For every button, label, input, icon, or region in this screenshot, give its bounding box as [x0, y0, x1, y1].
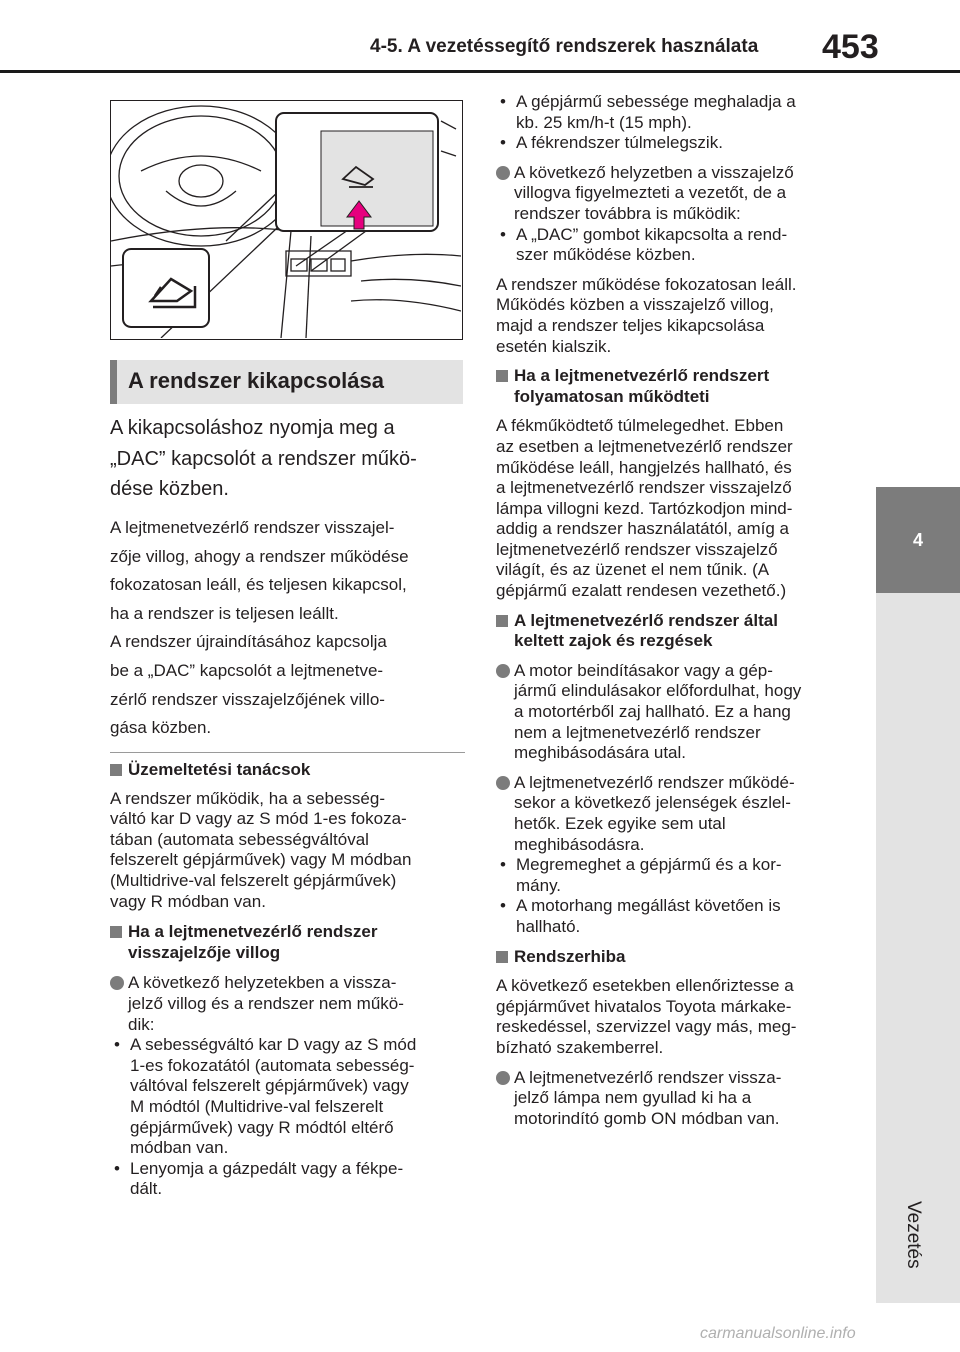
text-line: hetők. Ezek egyike sem utal: [514, 814, 726, 833]
text-line: Működés közben a visszajelző villog,: [496, 295, 774, 315]
lead-line: A kikapcsoláshoz nyomja meg a: [110, 417, 395, 439]
text-line: M módtól (Multidrive-val felszerelt: [130, 1096, 384, 1116]
note-heading: Üzemeltetési tanácsok: [110, 760, 470, 781]
text-line: gépjárművet hivatalos Toyota márkake-: [496, 996, 792, 1016]
chapter-tab-number: 4: [876, 487, 960, 593]
text-line: jelző villog és a rendszer nem műkö-: [128, 993, 404, 1013]
body-line: zője villog, ahogy a rendszer működése: [110, 546, 409, 566]
chapter-tab: [876, 593, 960, 1303]
text-line: módban van.: [130, 1138, 229, 1158]
text-line: vagy R módban van.: [110, 891, 266, 911]
text-line: nem a lejtmenetvezérlő rendszer: [514, 722, 761, 742]
bullet-item: A lejtmenetvezérlő rendszer működé-: [496, 773, 856, 794]
text-line: felszerelt gépjárművek) vagy M módban: [110, 850, 412, 870]
body-line: fokozatosan leáll, és teljesen kikapcsol,: [110, 575, 407, 595]
dash-item: • A sebességváltó kar D vagy az S mód: [110, 1035, 470, 1056]
section-title: A rendszer kikapcsolása: [128, 368, 384, 393]
note-heading-cont: visszajelzője villog: [128, 942, 281, 962]
bullet-item: A következő helyzetben a visszajelző: [496, 163, 856, 184]
text-line: A rendszer működése fokozatosan leáll.: [496, 274, 797, 294]
text-line: jelző lámpa nem gyullad ki ha a: [514, 1088, 752, 1108]
text-line: váltó kar D vagy az S mód 1-es fokoza-: [110, 809, 407, 829]
section-title-accent: [110, 360, 117, 404]
bullet-item: A lejtmenetvezérlő rendszer vissza-: [496, 1068, 856, 1089]
section-heading: 4-5. A vezetéssegítő rendszerek használata: [370, 36, 759, 57]
text-line: (Multidrive-val felszerelt gépjárművek): [110, 870, 397, 890]
dashboard-drawing: [111, 101, 461, 338]
text-line: gépjármű ezalatt rendesen vezethető.): [496, 581, 787, 601]
text-line: bízható szakemberrel.: [496, 1037, 664, 1057]
text-line: A következő esetekben ellenőriztesse a: [496, 976, 794, 996]
text-line: meghibásodására utal.: [514, 743, 687, 763]
text-line: a motortérből zaj hallható. Ez a hang: [514, 702, 791, 722]
divider: [110, 752, 465, 753]
dash-item: • A motorhang megállást követően is: [496, 896, 856, 917]
text-line: tában (automata sebességváltóval: [110, 829, 369, 849]
text-line: esetén kialszik.: [496, 336, 612, 356]
text-line: sekor a következő jelenségek észlel-: [514, 793, 791, 813]
text-line: addig a rendszer használatától, amíg a: [496, 519, 789, 539]
body-line: zérlő rendszer visszajelzőjének villo-: [110, 689, 385, 709]
text-line: kb. 25 km/h-t (15 mph).: [516, 112, 692, 132]
text-line: a lejtmenetvezérlő rendszer visszajelző: [496, 478, 792, 498]
text-line: villogva figyelmezteti a vezetőt, de a: [514, 183, 787, 203]
text-line: gépjárművek) vagy R módtól eltérő: [130, 1117, 394, 1137]
note-heading-cont: folyamatosan működteti: [514, 386, 710, 406]
text-line: majd a rendszer teljes kikapcsolása: [496, 315, 765, 335]
header-rule: [0, 70, 960, 73]
lead-line: dése közben.: [110, 478, 229, 500]
body-line: gása közben.: [110, 718, 212, 738]
note-heading: Rendszerhiba: [496, 947, 856, 968]
text-line: 1-es fokozatától (automata sebesség-: [130, 1055, 415, 1075]
text-line: motorindító gomb ON módban van.: [514, 1108, 780, 1128]
dash-item: • A gépjármű sebessége meghaladja a: [496, 92, 856, 113]
text-line: rendszer továbbra is működik:: [514, 203, 741, 223]
text-line: az esetben a lejtmenetvezérlő rendszer: [496, 436, 793, 456]
section-title-box: [110, 360, 463, 404]
left-notes: [110, 760, 470, 1200]
lead-paragraph: [110, 413, 470, 505]
page-number: 453: [822, 28, 879, 66]
note-heading: A lejtmenetvezérlő rendszer által: [496, 611, 856, 632]
note-heading-cont: keltett zajok és rezgések: [514, 631, 713, 651]
body-line: be a „DAC” kapcsolót a lejtmenetve-: [110, 660, 384, 680]
bullet-item: A motor beindításakor vagy a gép-: [496, 661, 856, 682]
text-line: dált.: [130, 1179, 163, 1199]
text-line: működése leáll, hangjelzés hallható, és: [496, 457, 792, 477]
text-line: A fékműködtető túlmelegedhet. Ebben: [496, 416, 784, 436]
text-line: szer működése közben.: [516, 245, 696, 265]
body-line: A rendszer újraindításához kapcsolja: [110, 632, 387, 652]
text-line: meghibásodásra.: [514, 834, 645, 854]
dash-item: • A „DAC” gombot kikapcsolta a rend-: [496, 225, 856, 246]
dash-item: • Lenyomja a gázpedált vagy a fékpe-: [110, 1159, 470, 1180]
text-line: lámpa villogni kezd. Tartózkodjon mind-: [496, 498, 793, 518]
body-line: A lejtmenetvezérlő rendszer visszajel-: [110, 518, 395, 537]
note-heading: Ha a lejtmenetvezérlő rendszer: [110, 922, 470, 943]
body-paragraph: [110, 514, 470, 743]
dash-item: • A fékrendszer túlmelegszik.: [496, 133, 856, 154]
text-line: reskedéssel, szervizzel vagy más, meg-: [496, 1017, 797, 1037]
dac-switch-illustration: [110, 100, 463, 340]
text-line: lejtmenetvezérlő rendszer visszajelző: [496, 539, 778, 559]
text-line: mány.: [516, 875, 562, 895]
text-line: hallható.: [516, 916, 581, 936]
dash-item: • Megremeghet a gépjármű és a kor-: [496, 855, 856, 876]
note-heading: Ha a lejtmenetvezérlő rendszert: [496, 366, 856, 387]
page-header: [0, 0, 960, 70]
text-line: A rendszer működik, ha a sebesség-: [110, 788, 385, 808]
chapter-tab-label: Vezetés: [903, 1201, 924, 1269]
text-line: világít, és az üzenet el nem tűnik. (A: [496, 560, 770, 580]
text-line: dik:: [128, 1014, 155, 1034]
lead-line: „DAC” kapcsolót a rendszer műkö-: [110, 447, 417, 470]
body-line: ha a rendszer is teljesen leállt.: [110, 603, 339, 623]
right-notes: [496, 92, 856, 1129]
bullet-item: A következő helyzetekben a vissza-: [110, 973, 470, 994]
text-line: váltóval felszerelt gépjárművek) vagy: [130, 1076, 409, 1096]
text-line: jármű elindulásakor előfordulhat, hogy: [514, 681, 802, 701]
watermark: carmanualsonline.info: [700, 1325, 856, 1342]
